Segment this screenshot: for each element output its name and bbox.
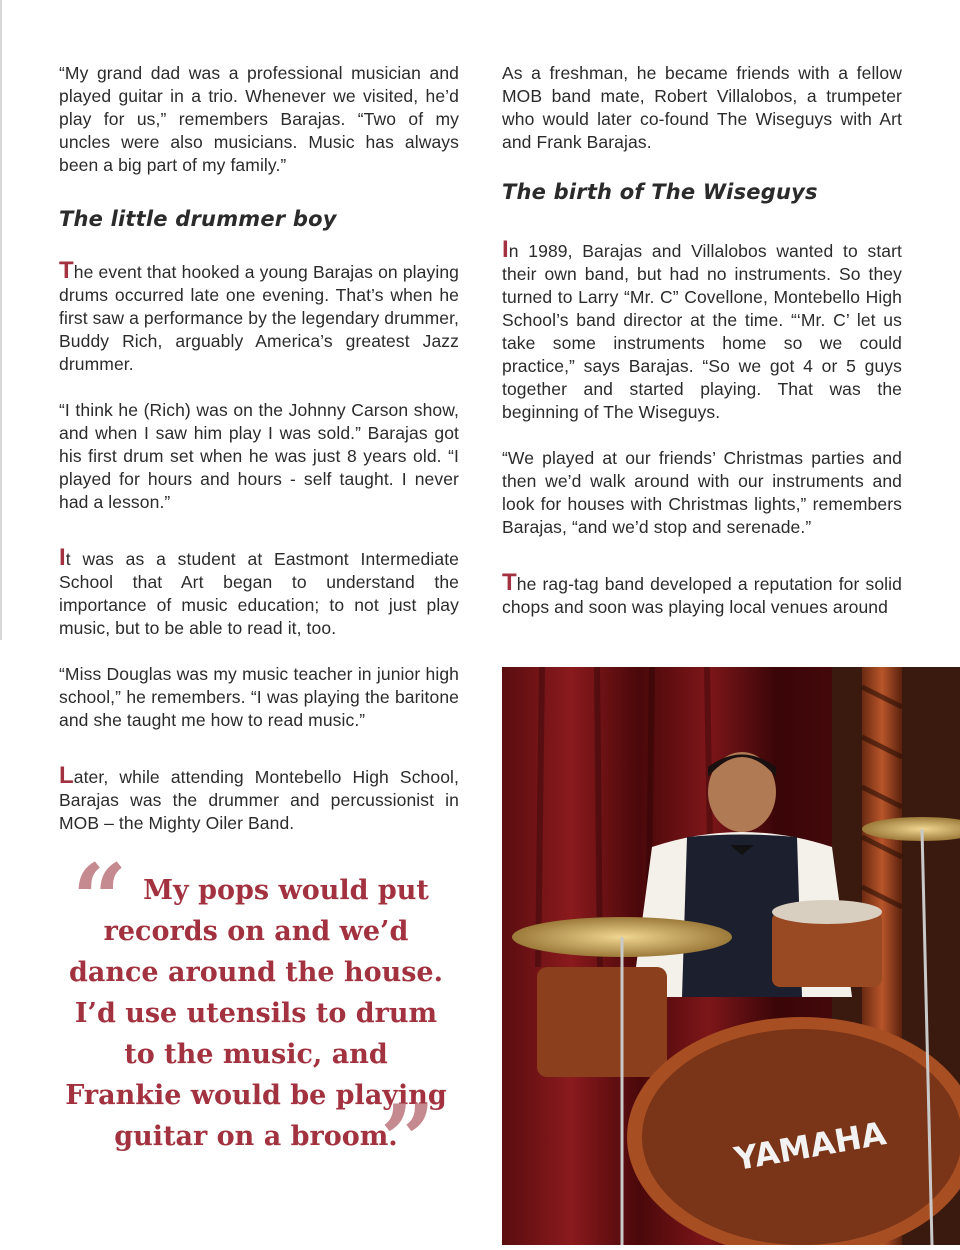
paragraph: “I think he (Rich) was on the Johnny Carson show, and when I saw him play I was sold.” Barajas got his first drum set when he was just 8 years old. “I played for hours and hours - self taught. I never had a lesson.” [59,400,459,512]
drummer-photo-illustration [502,667,960,1245]
drum-brand-label: YAMAHA [731,1114,889,1179]
paragraph-text: he rag-tag band developed a reputation for solid chops and soon was playing local venues around [502,574,902,617]
open-quote-mark: “ [72,843,128,956]
paragraph: “We played at our friends’ Christmas parties and then we’d walk around with our instruments and look for houses with Christmas lights,” remembers Barajas, “and we’d stop and serenade.” [502,448,902,537]
paragraph: As a freshman, he became friends with a fellow MOB band mate, Robert Villalobos, a trumpeter who would later co-found The Wiseguys with Art and Frank Barajas. [502,63,902,152]
paragraph [502,569,902,619]
drop-cap: I [502,236,509,263]
paragraph: “Miss Douglas was my music teacher in junior high school,” he remembers. “I was playing the baritone and she taught me how to read music.” [59,664,459,730]
drummer-photo [502,667,960,1245]
paragraph-text: ater, while attending Montebello High School, Barajas was the drummer and percussionist in MOB – the Mighty Oiler Band. [59,767,459,833]
left-column [59,62,459,835]
drop-cap: T [59,257,74,284]
section-heading: The little drummer boy [59,207,337,231]
paragraph: “My grand dad was a professional musician and played guitar in a trio. Whenever we visited, he’d play for us,” remembers Barajas. “Two of my uncles were also musicians. Music has always been a big part of my family.” [59,63,459,175]
paragraph-text: he event that hooked a young Barajas on playing drums occurred late one evening. That’s when he first saw a performance by the legendary drummer, Buddy Rich, arguably America’s greatest Jazz drummer. [59,262,459,374]
close-quote-mark: ” [380,1084,436,1197]
paragraph-text: t was as a student at Eastmont Intermediate School that Art began to understand the importance of music education; to not just play music, but to be able to read it, too. [59,549,459,638]
section-heading: The birth of The Wiseguys [502,180,818,204]
paragraph [502,236,902,424]
paragraph [59,544,459,640]
paragraph-text: n 1989, Barajas and Villalobos wanted to start their own band, but had no instruments. So they turned to Larry “Mr. C” Covellone, Montebello High School’s band director at the time. “‘Mr. C’ let us take some instruments home so we could practice,” says Barajas. “So we got 4 or 5 guys together and started playing. That was the beginning of The Wiseguys. [502,241,902,422]
drop-cap: I [59,544,66,571]
drop-cap: L [59,762,74,789]
pull-quote-text: My pops would put records on and we’d dance around the house. I’d use utensils to drum to the music, and Frankie would be playing guitar on a broom. [65,875,447,1152]
paragraph [59,257,459,376]
right-column [502,62,902,619]
page-edge-rule [0,0,2,640]
paragraph [59,762,459,835]
drop-cap: T [502,569,517,596]
